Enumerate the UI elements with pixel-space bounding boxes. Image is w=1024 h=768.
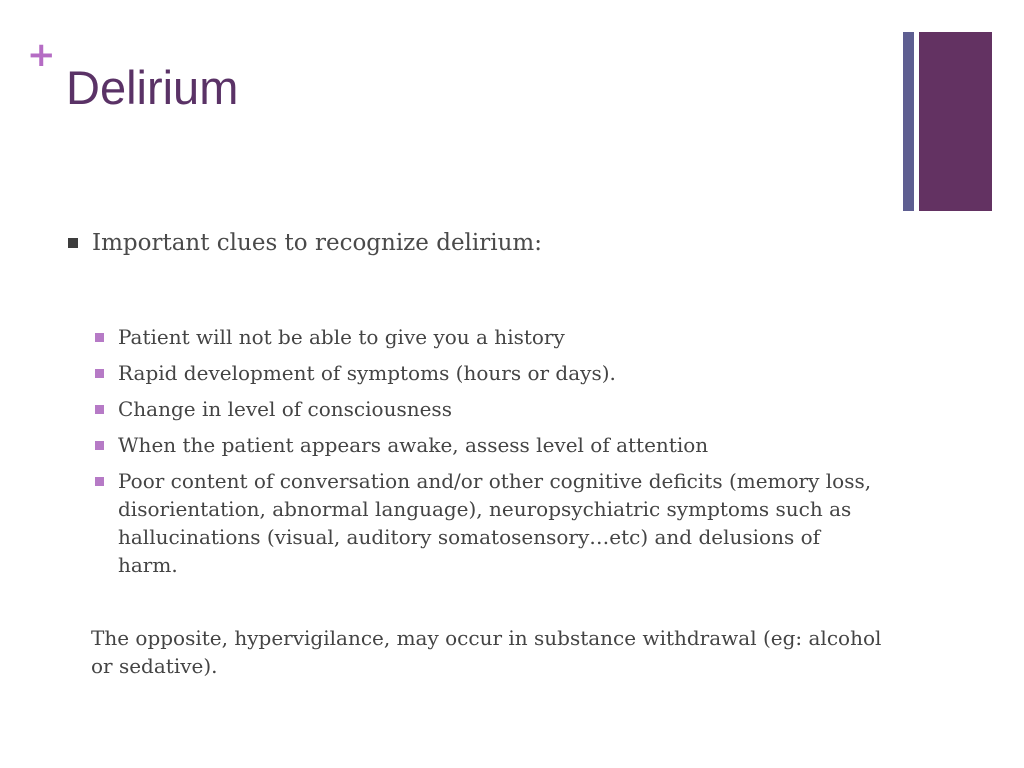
list-item	[95, 359, 875, 387]
plus-icon: +	[27, 35, 56, 75]
list-item-text: When the patient appears awake, assess level of attention	[118, 433, 709, 457]
list-item	[95, 395, 875, 423]
list-item	[95, 467, 875, 579]
list-item-text: Patient will not be able to give you a history	[118, 325, 565, 349]
list-item	[95, 431, 875, 459]
sub-bullet-list	[95, 323, 875, 587]
square-bullet-icon	[68, 238, 78, 248]
square-bullet-icon	[95, 441, 104, 450]
list-item-text: Poor content of conversation and/or other cognitive deficits (memory loss, disorientation, abnormal language), neuropsychiatric symptoms such as hallucinations (visual, auditory somatosensory…etc) and delusions of harm.	[118, 469, 872, 577]
list-item-text: Change in level of consciousness	[118, 397, 452, 421]
square-bullet-icon	[95, 477, 104, 486]
main-bullet-text: Important clues to recognize delirium:	[92, 230, 542, 256]
slide-title: Delirium	[66, 61, 239, 114]
list-item-text: Rapid development of symptoms (hours or days).	[118, 361, 616, 385]
main-bullet	[68, 226, 542, 260]
square-bullet-icon	[95, 369, 104, 378]
square-bullet-icon	[95, 405, 104, 414]
square-bullet-icon	[95, 333, 104, 342]
footnote-text: The opposite, hypervigilance, may occur in substance withdrawal (eg: alcohol or sedative).	[91, 626, 882, 678]
list-item	[95, 323, 875, 351]
